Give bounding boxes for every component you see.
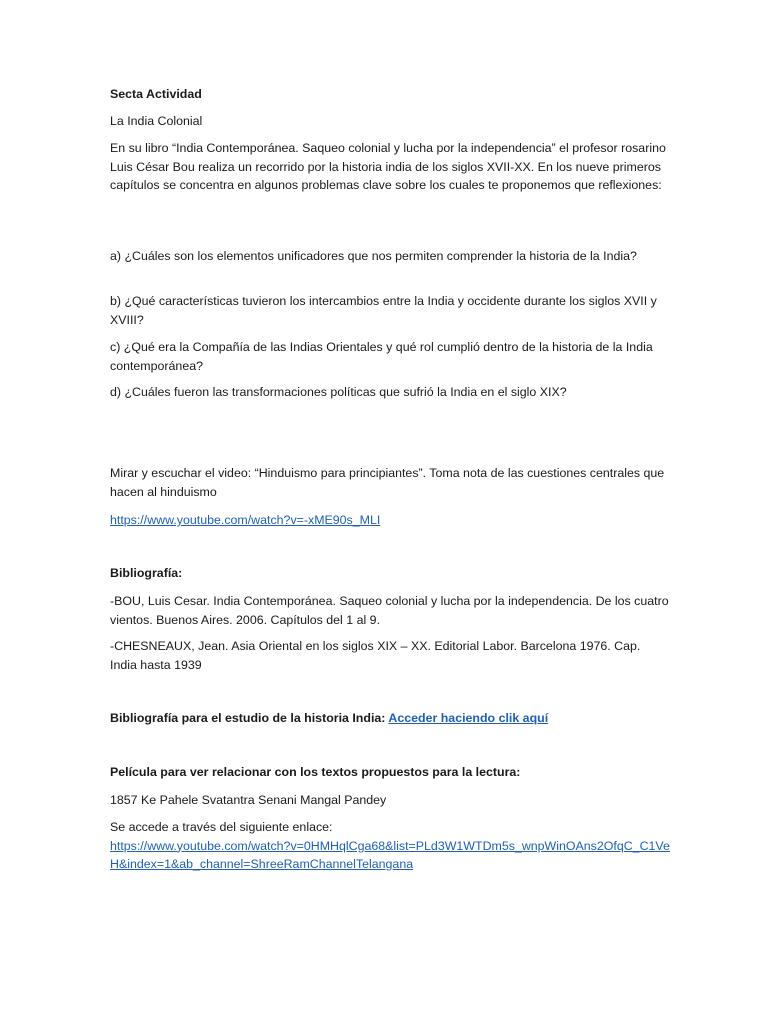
study-bibliography-line [110, 709, 670, 728]
study-bibliography-link[interactable]: Acceder haciendo clik aquí [388, 711, 549, 725]
film-intro: Película para ver relacionar con los textos propuestos para la lectura: [110, 765, 521, 779]
bibliography-entry-chesneaux: -CHESNEAUX, Jean. Asia Oriental en los siglos XIX – XX. Editorial Labor. Barcelona 1976. Cap. India hasta 1939 [110, 639, 641, 672]
video-link[interactable]: https://www.youtube.com/watch?v=-xME90s_MLI [110, 513, 381, 527]
document-subheading: La India Colonial [110, 114, 203, 128]
question-b: b) ¿Qué características tuvieron los intercambios entre la India y occidente durante los siglos XVII y XVIII? [110, 294, 657, 327]
film-link[interactable]: https://www.youtube.com/watch?v=0HMHqlCga68&list=PLd3W1WTDm5s_wnpWinOAns2OfqC_C1VeH&index=1&ab_channel=ShreeRamChannelTelangana [110, 838, 670, 871]
question-d: d) ¿Cuáles fueron las transformaciones políticas que sufrió la India en el siglo XIX? [110, 385, 567, 399]
bibliography-entry-bou: -BOU, Luis Cesar. India Contemporánea. Saqueo colonial y lucha por la independencia. De los cuatro vientos. Buenos Aires. 2006. Capítulos del 1 al 9. [110, 594, 669, 627]
video-link-line [110, 511, 670, 530]
question-a: a) ¿Cuáles son los elementos unificadores que nos permiten comprender la historia de la India? [110, 249, 637, 263]
study-bibliography-label: Bibliografía para el estudio de la historia India: [110, 711, 389, 725]
document-heading: Secta Actividad [110, 87, 202, 101]
film-access-block [110, 818, 670, 874]
video-instruction: Mirar y escuchar el video: “Hinduismo para principiantes”. Toma nota de las cuestiones centrales que hacen al hinduismo [110, 466, 665, 499]
question-c: c) ¿Qué era la Compañía de las Indias Orientales y qué rol cumplió dentro de la historia de la India contemporánea? [110, 340, 653, 373]
film-title: 1857 Ke Pahele Svatantra Senani Mangal Pandey [110, 793, 387, 807]
film-access-label: Se accede a través del siguiente enlace: [110, 820, 333, 834]
bibliography-title: Bibliografía: [110, 566, 183, 580]
intro-paragraph: En su libro “India Contemporánea. Saqueo colonial y lucha por la independencia” el profesor rosarino Luis César Bou realiza un recorrido por la historia india de los siglos XVII-XX. En los nueve primeros capítulos se concentra en algunos problemas clave sobre los cuales te proponemos que reflexiones: [110, 141, 666, 192]
